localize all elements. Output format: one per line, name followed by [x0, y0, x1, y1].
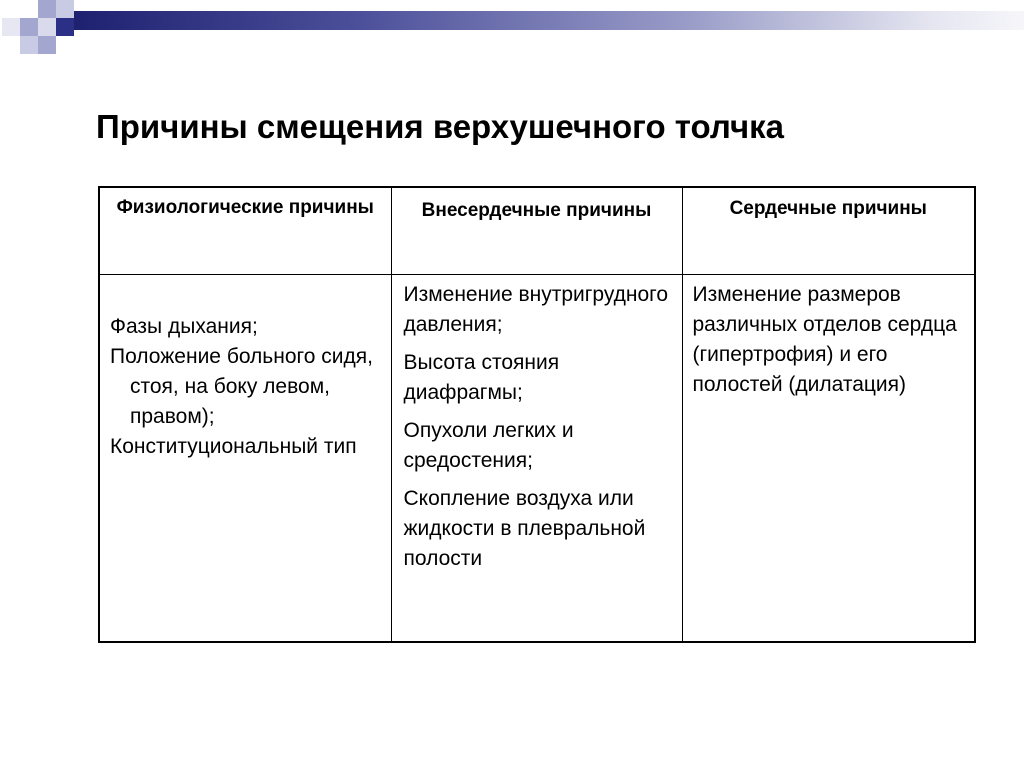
- decor-square: [20, 18, 38, 36]
- decor-square: [38, 18, 56, 36]
- table-row: [99, 275, 975, 643]
- cell-cardiac: [682, 275, 975, 643]
- slide-title: Причины смещения верхушечного толчка: [96, 108, 785, 145]
- header-gradient-bar: [74, 11, 1024, 30]
- causes-table: [98, 186, 976, 643]
- cell-extracardiac: [391, 275, 682, 643]
- decor-square: [20, 36, 38, 54]
- list-item: Изменение внутригрудного давления;: [403, 283, 669, 336]
- list-item: Конституциональный тип: [110, 435, 357, 458]
- decor-square: [38, 36, 56, 54]
- list-item: Высота стояния диафрагмы;: [403, 351, 560, 404]
- list-item: Положение больного сидя, стоя, на боку левом, правом);: [110, 345, 373, 428]
- decor-square: [38, 0, 56, 18]
- list-item: Опухоли легких и средостения;: [403, 419, 574, 472]
- list-item: Скопление воздуха или жидкости в плевральной полости: [403, 487, 646, 570]
- cell-physiological: [99, 275, 391, 643]
- list-item: Изменение размеров различных отделов сердца (гипертрофия) и его полостей (дилатация): [692, 283, 957, 396]
- decor-square: [56, 18, 74, 36]
- decor-square: [56, 0, 74, 18]
- decor-square: [2, 18, 20, 36]
- table-header-row: [99, 187, 975, 275]
- list-item: Фазы дыхания;: [110, 315, 258, 338]
- header-physiological: Физиологические причины: [99, 187, 391, 275]
- header-extracardiac: Внесердечные причины: [391, 187, 682, 275]
- header-cardiac: Сердечные причины: [682, 187, 975, 275]
